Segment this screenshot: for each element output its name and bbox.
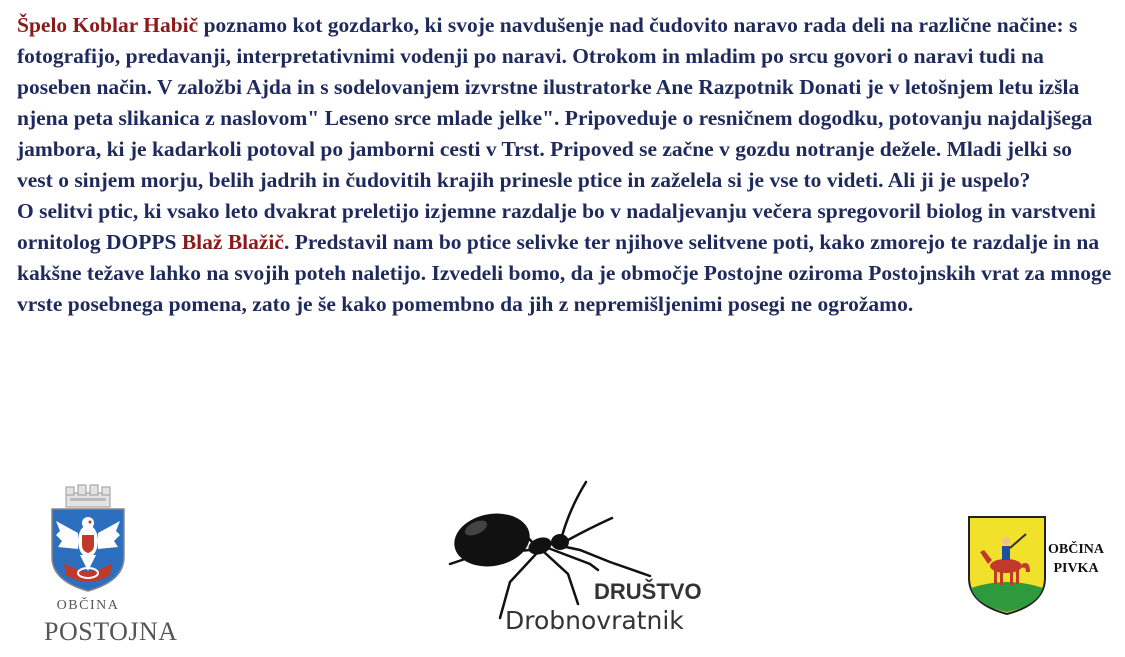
postojna-coat-of-arms-icon [44, 483, 132, 595]
paragraph-2-text-before: O selitvi ptic, ki vsako leto dvakrat preletijo izjemne razdalje bo v nadaljevanju večera spregovoril biolog in varstveni ornitolog DOPPS [17, 199, 1096, 254]
paragraph-1 [17, 10, 1112, 196]
pivka-logo [966, 514, 1106, 616]
pivka-label-main: PIVKA [1053, 561, 1099, 576]
pivka-label-top: OBČINA [1048, 542, 1105, 557]
drustvo-label-main: Drobnovratnik [505, 606, 684, 635]
pivka-label [1048, 540, 1104, 578]
speaker-name: Blaž Blažič [181, 230, 284, 254]
pivka-coat-of-arms-icon [966, 514, 1048, 616]
article-text [17, 10, 1112, 320]
drustvo-drobnovratnik-logo [440, 478, 730, 648]
drustvo-label-top: DRUŠTVO [594, 579, 702, 604]
postojna-label-main: POSTOJNA [44, 617, 178, 646]
postojna-logo [44, 483, 178, 653]
author-name: Špelo Koblar Habič [17, 13, 199, 37]
paragraph-2-text-after: . Predstavil nam bo ptice selivke ter njihove selitvene poti, kako zmorejo te razdalje in na kakšne težave lahko na svojih poteh naletijo. Izvedeli bomo, da je območje Postojne oziroma Postojnskih vrat za mnoge vrste posebnega pomena, zato je še kako pomembno da jih z nepremišljenimi posegi ne ogrožamo. [17, 230, 1112, 316]
paragraph-2 [17, 196, 1112, 320]
paragraph-1-text: poznamo kot gozdarko, ki svoje navdušenje nad čudovito naravo rada deli na različne načine: s fotografijo, predavanji, interpretativnimi vodenji po naravi. Otrokom in mladim po srcu govori o naravi tudi na poseben način. V založbi Ajda in s sodelovanjem izvrstne ilustratorke Ane Razpotnik Donati je v letošnjem letu izšla njena peta slikanica z naslovom" Leseno srce mlade jelke". Pripoveduje o resničnem dogodku, potovanju najdaljšega jambora, ki je kadarkoli potoval po jamborni cesti v Trst. Pripoved se začne v gozdu notranje dežele. Mladi jelki so vest o sinjem morju, belih jadrih in čudovitih krajih prinesle ptice in zaželela si je vse to videti. Ali ji je uspelo? [17, 13, 1093, 192]
postojna-label-top: OBČINA [56, 598, 120, 613]
